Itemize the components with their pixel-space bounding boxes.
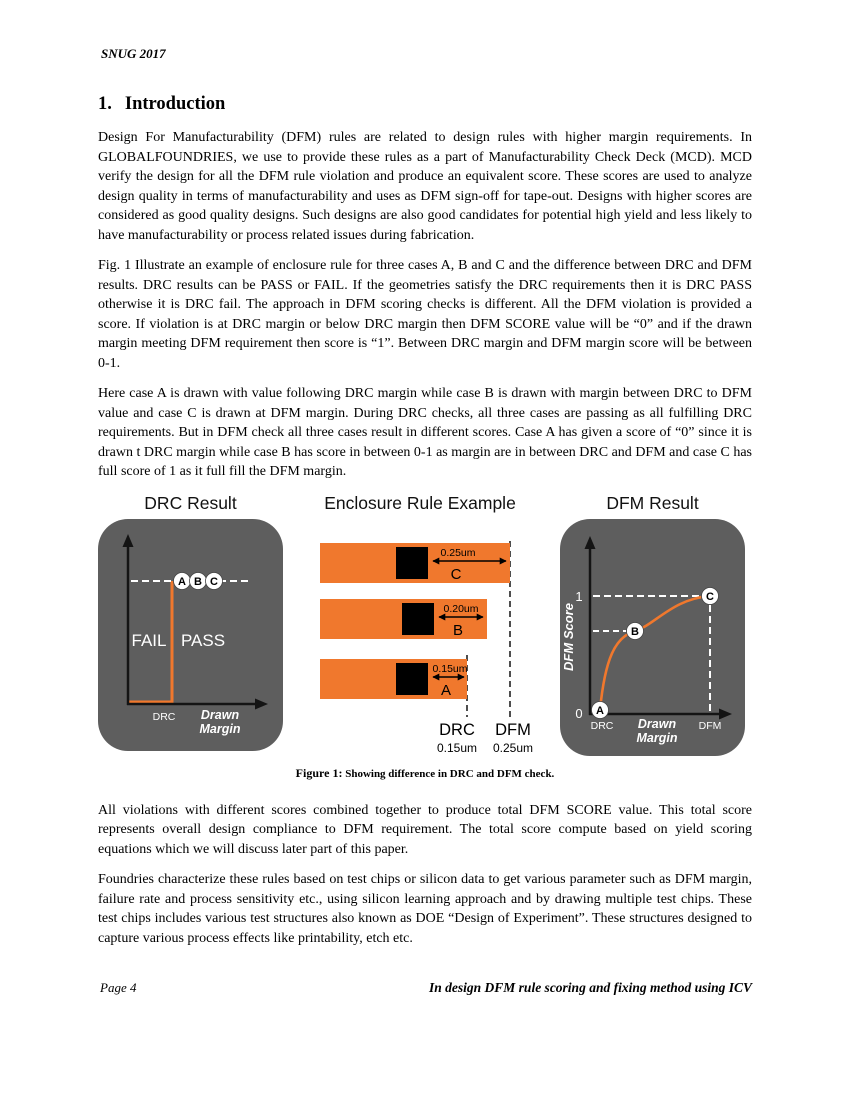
drc-label: DRC (439, 720, 475, 739)
figure-caption (98, 764, 752, 782)
dfm-score-axis-label: DFM Score (561, 602, 576, 671)
dfm-x-axis-label-2: Margin (636, 730, 678, 745)
case-b-letter: B (452, 621, 464, 639)
intro-paragraph-5: Foundries characterize these rules based on test chips or silicon data to get various parameter such as DFM margin, failure rate and process sensitivity etc., using silicon learning approach and by drawing multiple test chips. These test chips includes various test structures also known as DOE “Design of Experiment”. These structures designed to capture various process effects like printability, etch etc. (98, 872, 752, 946)
case-c-letter: C (450, 565, 462, 583)
footer-title: In design DFM rule scoring and fixing method using ICV (429, 980, 752, 995)
drc-x-axis-label-1: Drawn (200, 707, 240, 722)
running-header: SNUG 2017 (101, 46, 166, 61)
case-a-value: 0.15um (432, 662, 468, 675)
dfm-label: DFM (495, 720, 531, 739)
case-b-square (402, 603, 434, 635)
case-c-value: 0.25um (440, 546, 476, 559)
dfm-result-title: DFM Result (606, 492, 699, 513)
point-c-label: C (210, 575, 218, 588)
dfm-result-plot (560, 519, 745, 756)
page-content (98, 94, 752, 959)
fail-label: FAIL (131, 630, 167, 650)
point-a-label: A (178, 575, 186, 588)
drc-result-title: DRC Result (144, 492, 237, 513)
case-a-letter: A (440, 681, 452, 699)
intro-paragraph-1: Design For Manufacturability (DFM) rules are related to design rules with higher margin requirements. In GLOBALFOUNDRIES, we use to provide these rules as a part of Manufacturability Check Deck (MCD). MCD verify the design for all the DFM rule violation and produce an equivalent score. These scores are used to analyze design quality in terms of manufacturability and uses as DFM sign-off for tape-out. Designs with higher scores are considered as good quality designs. Such designs are also good candidates for potential high yield and less likely to have manufacturability or process related issues during fabrication. (98, 130, 752, 243)
page-footer (100, 980, 752, 996)
case-a-square (396, 663, 428, 695)
dfm-x-tick-dfm: DFM (698, 719, 722, 732)
pass-label: PASS (180, 630, 226, 650)
drc-result-panel (98, 493, 283, 756)
intro-paragraph-3: Here case A is drawn with value following DRC margin while case B is drawn with margin between DRC to DFM value and case C is drawn at DFM margin. During DRC checks, all three cases are passing as all fulfilling DRC requirements. But in DFM check all three cases result in different scores. Case A has given a score of “0” since it is drawn t DRC margin while case B has score in between 0-1 as margin are in between DRC and DFM and case C has full score of 1 as it full fill the DFM margin. (98, 386, 752, 479)
y-min-tick: 0 (575, 705, 583, 721)
enclosure-example-panel (300, 493, 540, 764)
dfm-x-tick-drc: DRC (590, 719, 614, 732)
figure-caption-text: Showing difference in DRC and DFM check. (342, 767, 555, 780)
dfm-value: 0.25um (492, 740, 534, 755)
page-number: Page 4 (100, 980, 137, 995)
drc-x-axis-label-2: Margin (199, 721, 241, 736)
section-title: Introduction (124, 94, 226, 114)
intro-paragraph-4: All violations with different scores combined together to produce total DFM SCORE value. This total score represents overall design compliance to DFM requirement. The total score compute based on yield scoring equations which we will discuss later part of this paper. (98, 802, 752, 857)
dfm-x-axis-label-1: Drawn (637, 716, 677, 731)
dfm-result-panel (560, 493, 745, 761)
enclosure-diagram (300, 519, 540, 759)
intro-paragraph-2: Fig. 1 Illustrate an example of enclosure rule for three cases A, B and C and the difference between DRC and DFM results. DRC results can be PASS or FAIL. If the geometries satisfy the DRC requirements then it is DRC PASS otherwise it is DRC fail. The approach in DFM scoring checks is different. All the DFM violation is provided a score. If violation is at DRC margin or below DRC margin then DFM SCORE value will be “0” and if the drawn margin meeting DFM requirement then score is “1”. Between DRC margin and DFM margin score will be between 0-1. (98, 258, 752, 371)
point-c-label: C (706, 590, 714, 603)
point-a-label: A (596, 704, 604, 717)
point-b-label: B (631, 625, 639, 638)
drc-value: 0.15um (436, 740, 478, 755)
point-b-label: B (194, 575, 202, 588)
section-number: 1. (98, 94, 112, 114)
figure-1 (98, 493, 752, 789)
drc-x-tick: DRC (152, 710, 176, 723)
enclosure-example-title: Enclosure Rule Example (324, 492, 516, 513)
case-c-square (396, 547, 428, 579)
drc-result-plot (98, 519, 283, 751)
y-max-tick: 1 (575, 588, 583, 604)
case-b-value: 0.20um (443, 602, 479, 615)
section-heading (98, 94, 752, 115)
figure-caption-label: Figure 1: (295, 765, 343, 780)
